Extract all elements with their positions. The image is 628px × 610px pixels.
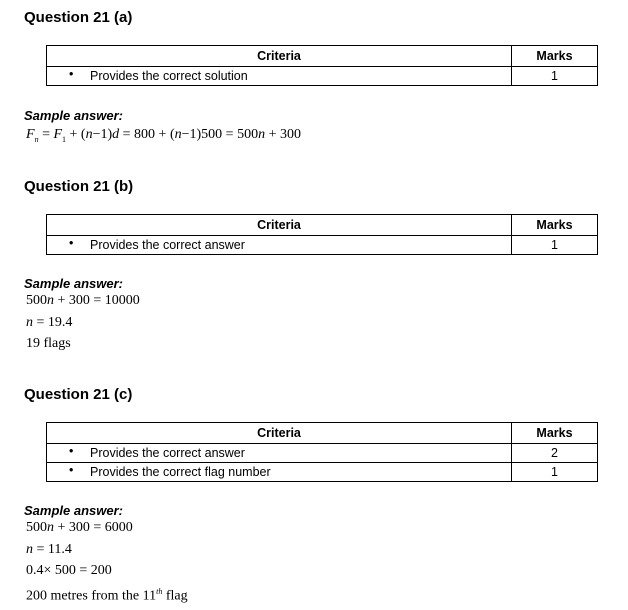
question-21c-title: Question 21 (c) <box>24 386 133 403</box>
marks-header: Marks <box>512 423 598 444</box>
bullet-icon: • <box>69 463 74 477</box>
sample-answer-line: 19 flags <box>26 336 71 351</box>
bullet-icon: • <box>69 236 74 250</box>
criteria-header: Criteria <box>47 423 512 444</box>
marks-value: 1 <box>512 463 598 482</box>
bullet-icon: • <box>69 67 74 81</box>
criteria-table-21c <box>46 422 598 482</box>
criteria-text: Provides the correct flag number <box>90 465 271 479</box>
criteria-text: Provides the correct answer <box>90 238 245 252</box>
sample-answer-line: 500n + 300 = 6000 <box>26 520 133 535</box>
sample-answer-label: Sample answer: <box>24 276 123 291</box>
table-row <box>47 463 598 482</box>
sample-answer-label: Sample answer: <box>24 503 123 518</box>
sample-answer-line: n = 19.4 <box>26 315 73 330</box>
table-row <box>47 444 598 463</box>
sample-answer-line: $F_n = F_1 + (n-1)d = 800 + (n-1)500 = 500n + 300$ <box>26 127 301 144</box>
marks-value: 1 <box>512 67 598 86</box>
criteria-text: Provides the correct answer <box>90 446 245 460</box>
sample-answer-line: 500n + 300 = 10000 <box>26 293 140 308</box>
criteria-table-21a <box>46 45 598 86</box>
sample-answer-line: 200 metres from the 11th flag <box>26 587 188 604</box>
sample-answer-label: Sample answer: <box>24 108 123 123</box>
criteria-text: Provides the correct solution <box>90 69 248 83</box>
bullet-icon: • <box>69 444 74 458</box>
table-row <box>47 236 598 255</box>
marks-header: Marks <box>512 215 598 236</box>
question-21a-title: Question 21 (a) <box>24 9 133 26</box>
sample-answer-line: 0.4× 500 = 200 <box>26 563 112 578</box>
question-21b-title: Question 21 (b) <box>24 178 134 195</box>
marks-header: Marks <box>512 46 598 67</box>
table-row <box>47 67 598 86</box>
marks-value: 2 <box>512 444 598 463</box>
criteria-table-21b <box>46 214 598 255</box>
criteria-header: Criteria <box>47 215 512 236</box>
marks-value: 1 <box>512 236 598 255</box>
criteria-header: Criteria <box>47 46 512 67</box>
sample-answer-line: n = 11.4 <box>26 542 72 557</box>
